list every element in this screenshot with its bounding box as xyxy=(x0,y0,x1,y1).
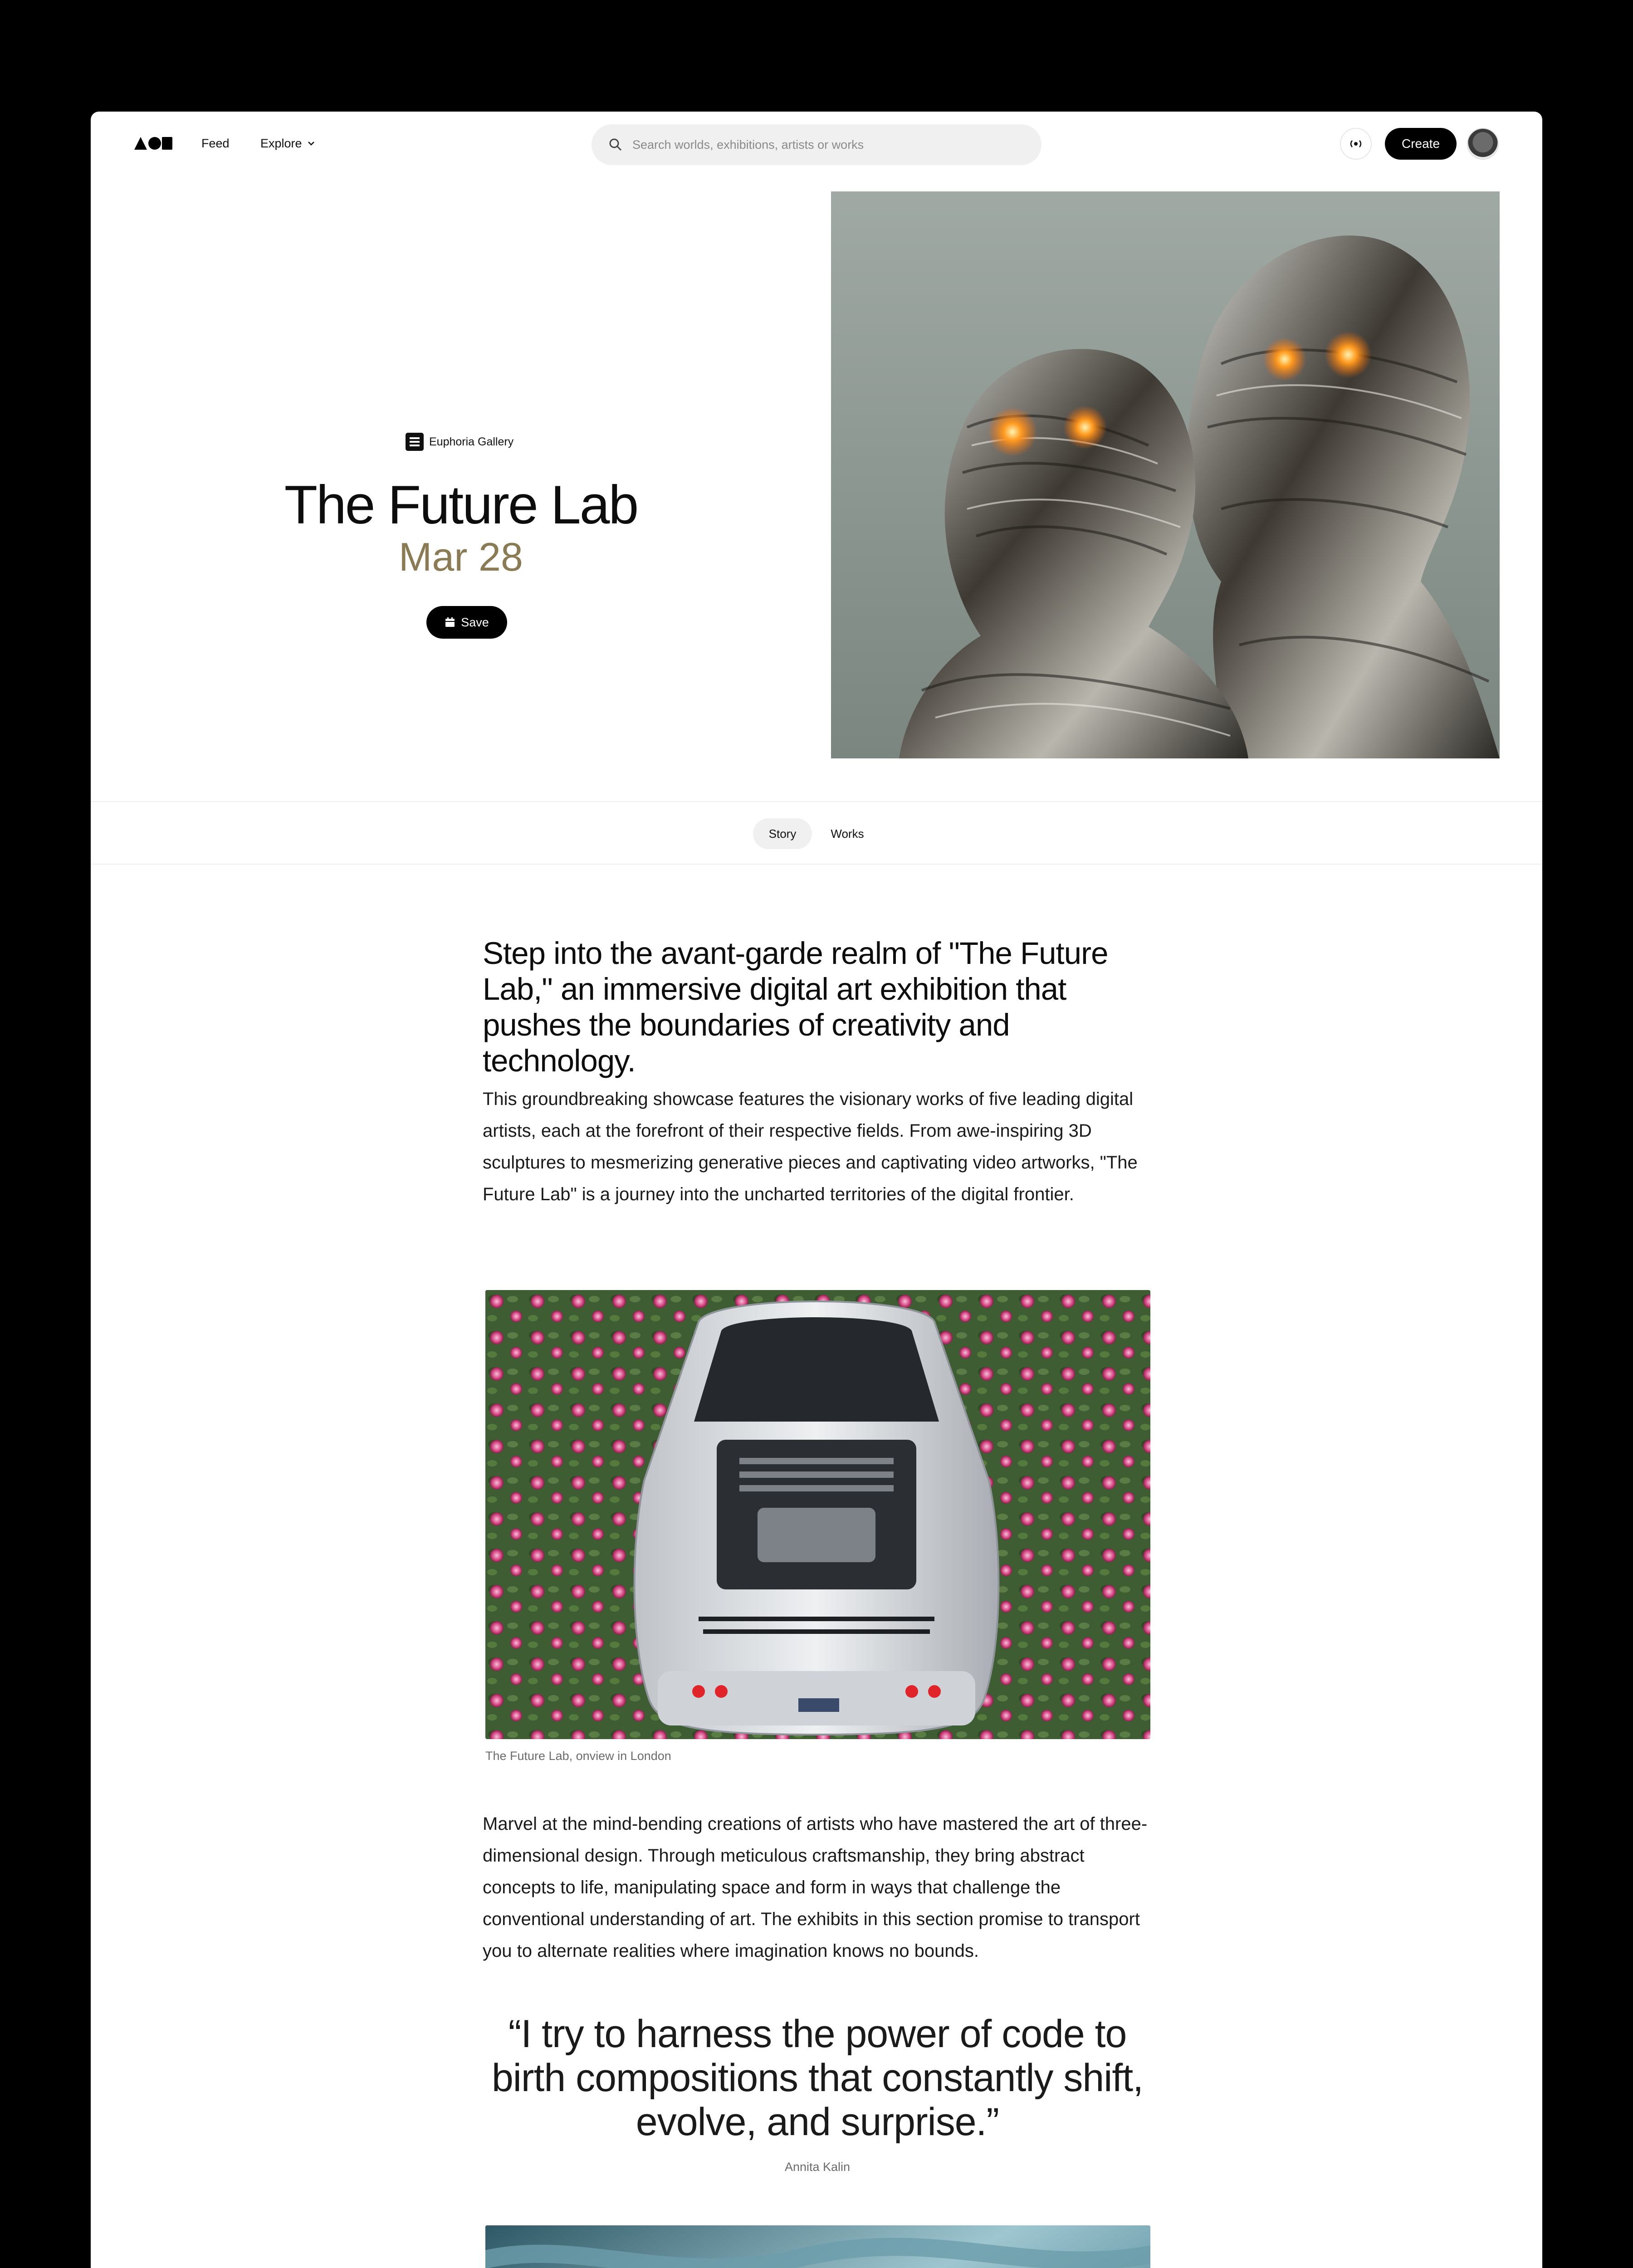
gallery-logo-icon xyxy=(406,433,424,451)
search-input[interactable] xyxy=(631,137,1023,152)
tabs-bar xyxy=(91,801,1542,865)
tab-story[interactable]: Story xyxy=(753,818,812,849)
article-paragraph-1: This groundbreaking showcase features the visionary works of five leading digital artists, each at the forefront of their respective fields. From awe-inspiring 3D sculptures to mesmerizing generative pieces and captivating video artworks, "The Future Lab" is a journey into the uncharted territories of the digital frontier. xyxy=(483,1089,1138,1204)
car-artwork-image xyxy=(485,1290,1150,1739)
image-1-caption: The Future Lab, onview in London xyxy=(485,1749,671,1763)
chevron-down-icon xyxy=(307,139,316,148)
calendar-icon xyxy=(445,617,455,628)
hero-artwork-graphic xyxy=(831,191,1500,758)
nav-feed-link[interactable]: Feed xyxy=(201,137,230,150)
pull-quote: “I try to harness the power of code to birth compositions that constantly shift, evolve, and surprise.” xyxy=(491,2012,1144,2144)
app-window xyxy=(91,112,1542,2268)
search-bar[interactable] xyxy=(592,124,1041,165)
nav-explore-dropdown[interactable] xyxy=(260,134,316,152)
gallery-name: Euphoria Gallery xyxy=(429,435,514,448)
hero-info xyxy=(91,175,831,742)
quote-author: Annita Kalin xyxy=(784,2160,851,2174)
tab-works[interactable]: Works xyxy=(831,826,864,841)
exhibition-title: The Future Lab xyxy=(284,474,638,535)
hero-artwork-image xyxy=(831,191,1500,758)
car-artwork-graphic xyxy=(485,1290,1150,1739)
save-button[interactable] xyxy=(426,606,507,639)
brand-logo[interactable] xyxy=(134,134,172,152)
wave-artwork-graphic xyxy=(485,2225,1150,2268)
live-broadcast-button[interactable] xyxy=(1340,128,1372,160)
article-paragraph-2: Marvel at the mind-bending creations of artists who have mastered the art of three-dimensional design. Through meticulous craftsmanship, they bring abstract concepts to life, manipulating space and form in ways that challenge the conventional understanding of art. The exhibits in this section promise to transport you to alternate realities where imagination knows no bounds. xyxy=(483,1814,1148,1961)
create-button[interactable]: Create xyxy=(1385,128,1457,160)
user-avatar[interactable] xyxy=(1467,128,1499,160)
broadcast-icon xyxy=(1348,138,1364,149)
nav-explore-label: Explore xyxy=(260,137,302,150)
article-lede: Step into the avant-garde realm of "The Future Lab," an immersive digital art exhibition that pushes the boundaries of creativity and technology. xyxy=(483,936,1108,1078)
gallery-chip[interactable] xyxy=(406,433,513,451)
exhibition-date: Mar 28 xyxy=(399,534,523,579)
wave-artwork-image xyxy=(485,2225,1150,2268)
search-icon xyxy=(609,138,622,152)
save-label: Save xyxy=(461,615,489,629)
top-nav xyxy=(91,112,1542,175)
